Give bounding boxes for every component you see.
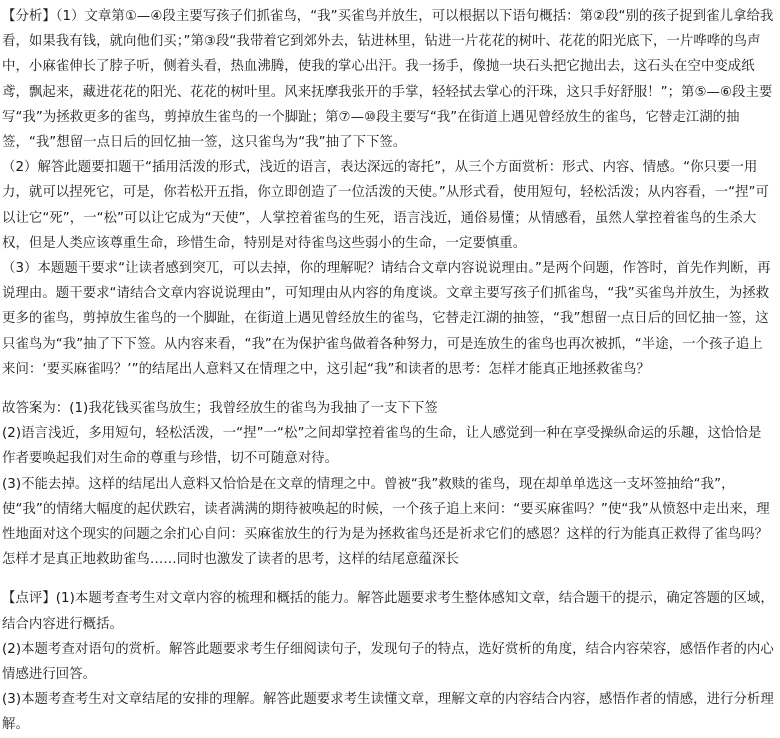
answer-part-3: (3)不能去掉。这样的结尾出人意料又恰恰是在文章的情理之中。曾被“我”救赎的雀鸟，现在却单单选这一支坏签抽给“我”，使“我”的情绪大幅度的起伏跌宕，读者满满的期待被唤起的时候，一个孩子追上来问：“要买麻雀吗？”使“我”从愤怒中走出来，理性地面对这个现实的问题之余扪心自问：买麻雀放生的行为是为拯救雀鸟还是祈求它们的感恩？这样的行为能真正救得了雀鸟吗？怎样才是真正地救助雀鸟……同时也激发了读者的思考，这样的结尾意蕴深长 [2,476,770,568]
answer-section [2,396,774,572]
review-part-3: (3)本题考查考生对文章结尾的安排的理解。解答此题要求考生读懂文章，理解文章的内容结合内容，感悟作者的情感，进行分析理解。 [2,692,774,733]
analysis-part-2: （2）解答此题要扣题干“插用活泼的形式，浅近的语言，表达深远的寄托”，从三个方面赏析：形式、内容、情感。“你只要一用力，就可以捏死它，可是，你若松开五指，你立即创造了一位活泼的天使。”从形式看，使用短句，轻松活泼；从内容看，一“捏”可以让它“死”，一“松”可以让它成为“天使”，人掌控着雀鸟的生死，语言浅近，通俗易懂；从情感看，虽然人掌控着雀鸟的生杀大权，但是人类应该尊重生命，珍惜生命，特别是对待雀鸟这些弱小的生命，一定要慎重。 [2,160,769,251]
review-part-1: 【点评】(1)本题考查考生对文章内容的梳理和概括的能力。解答此题要求考生整体感知文章，结合题干的提示，确定答题的区域，结合内容进行概括。 [2,591,774,632]
analysis-part-3: （3）本题题干要求“让读者感到突兀，可以去掉，你的理解呢？请结合文章内容说说理由。”是两个问题，作答时，首先作判断，再说理由。题干要求“请结合文章内容说说理由”，可知理由从内容的角度谈。文章主要写孩子们抓雀鸟，“我”买雀鸟并放生，为拯救更多的雀鸟，剪掉放生雀鸟的一个脚趾，在街道上遇见曾经放生的雀鸟，它替走江湖的抽签，“我”想留一点日后的回忆抽一签，这只雀鸟为“我”抽了下下签。从内容来看，“我”在为保护雀鸟做着各种努力，可是连放生的雀鸟也再次被抓，“半途，一个孩子追上来问：‘要买麻雀吗？’”的结尾出人意料又在情理之中，这引起“我”和读者的思考：怎样才能真正地拯救雀鸟？ [2,261,771,377]
review-section [2,586,774,737]
analysis-section [2,4,774,382]
analysis-part-1: 【分析】（1）文章第①—④段主要写孩子们抓雀鸟，“我”买雀鸟并放生，可以根据以下语句概括：第②段“别的孩子捉到雀儿拿给我看，如果我有钱，就向他们买；”第③段“我带着它到郊外去，钻进林里，钻进一片花花的树叶、花花的阳光底下，一片哗哗的鸟声中，小麻雀伸长了脖子听，侧着头看，热血沸腾，使我的掌心出汗。我一扬手，像抛一块石头把它抛出去，这石头在空中变成纸鸢，飘起来，藏进花花的阳光、花花的树叶里。风来抚摩我张开的手掌，轻轻拭去掌心的汗珠，这只手好舒服！”；第⑤—⑥段主要写“我”为拯救更多的雀鸟，剪掉放生雀鸟的一个脚趾；第⑦—⑩段主要写“我”在街道上遇见曾经放生的雀鸟，它替走江湖的抽签，“我”想留一点日后的回忆抽一签，这只雀鸟为“我”抽了下下签。 [2,9,774,151]
answer-part-1: 故答案为：(1)我花钱买雀鸟放生；我曾经放生的雀鸟为我抽了一支下下签 [2,401,438,417]
answer-part-2: (2)语言浅近，多用短句，轻松活泼，一“捏”一“松”之间却掌控着雀鸟的生命，让人感觉到一种在享受操纵命运的乐趣，这恰恰是作者要唤起我们对生命的尊重与珍惜，切不可随意对待。 [2,426,762,467]
review-part-2: (2)本题考查对语句的赏析。解答此题要求考生仔细阅读句子，发现句子的特点，选好赏析的角度，结合内容荣容，感悟作者的内心情感进行回答。 [2,641,774,683]
